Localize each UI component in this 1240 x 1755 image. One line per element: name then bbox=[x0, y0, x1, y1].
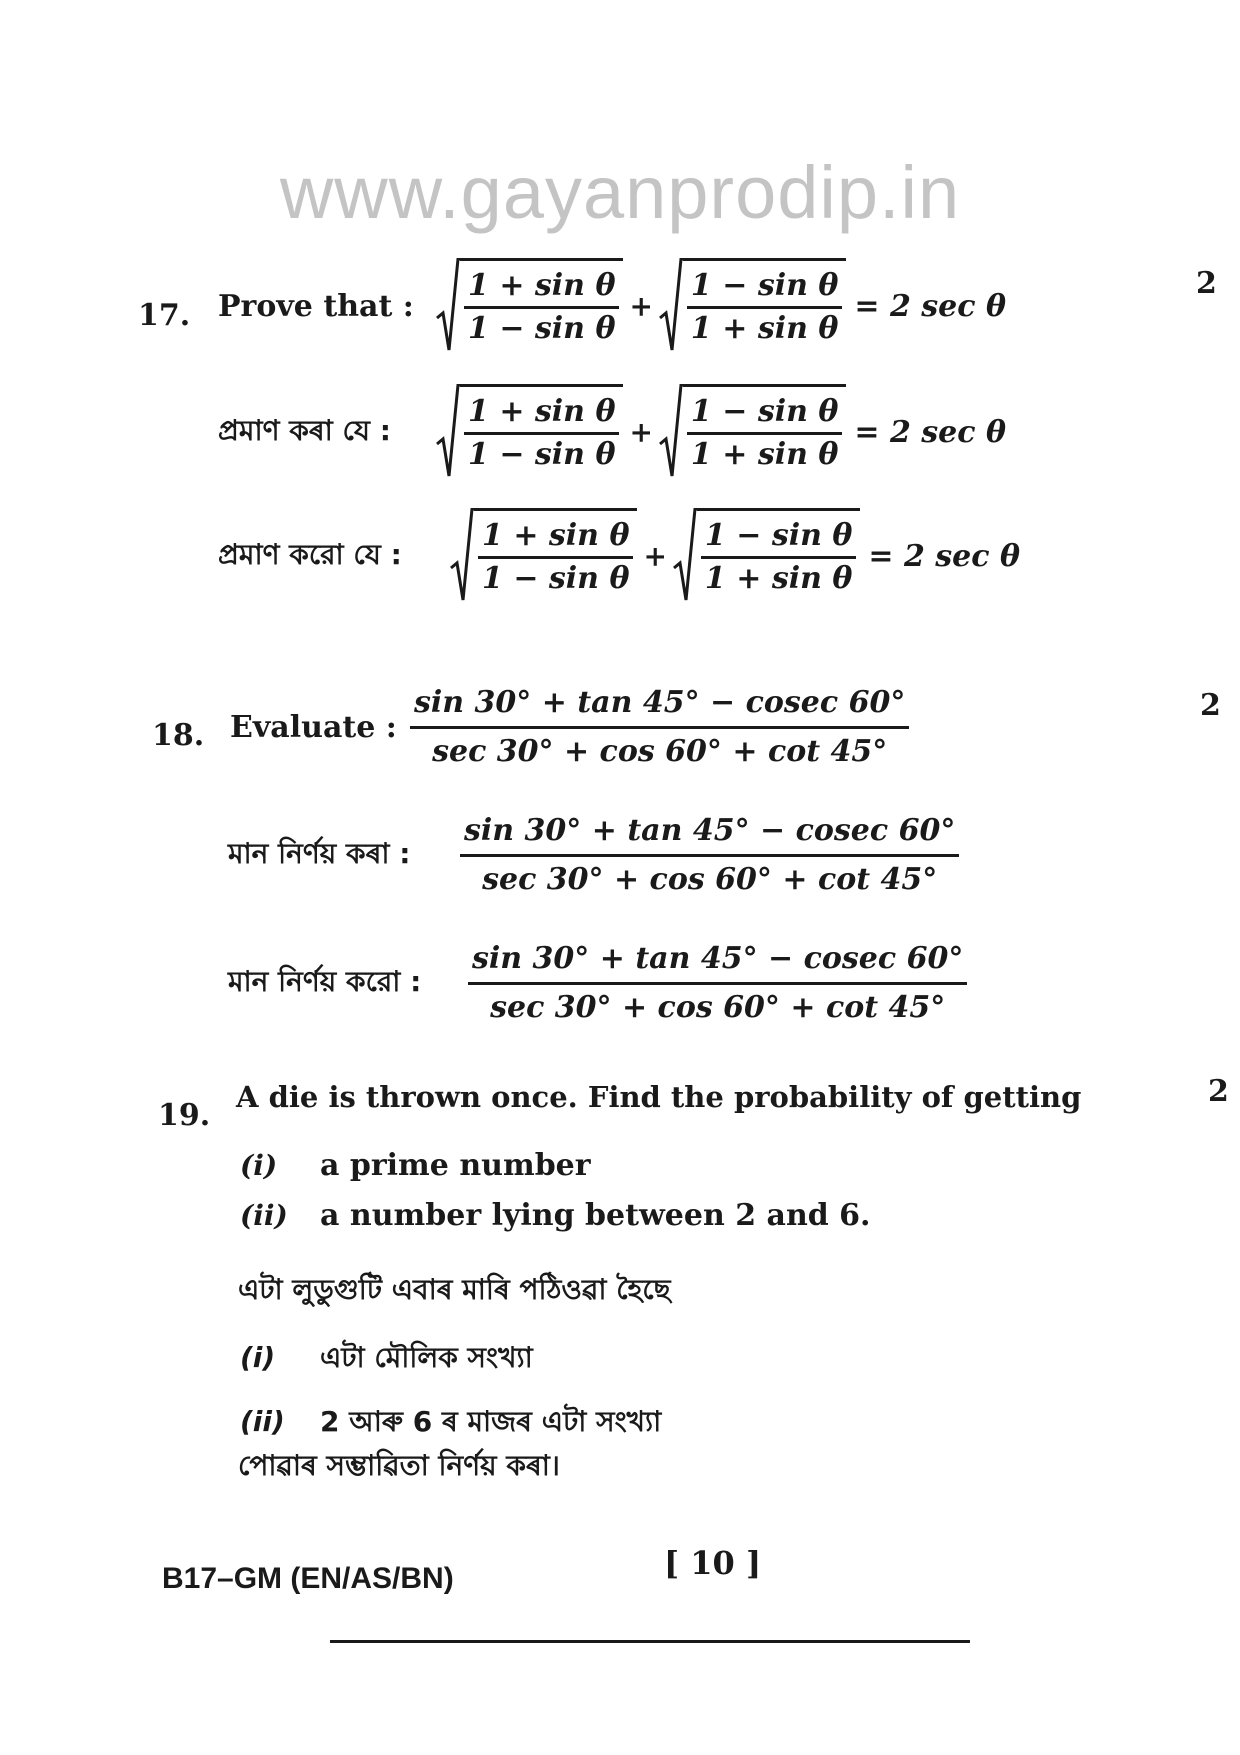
frac1-denominator: 1 − sin θ bbox=[468, 437, 616, 472]
frac1-denominator: 1 − sin θ bbox=[468, 311, 616, 346]
q19-item-en bbox=[240, 1198, 871, 1233]
sqrt-1 bbox=[450, 508, 637, 604]
q18-label-bn: মান নির্ণয় করো : bbox=[228, 965, 422, 998]
q18-label-as: মান নিৰ্ণয় কৰা : bbox=[228, 837, 411, 870]
sqrt-1 bbox=[436, 258, 623, 354]
sqrt-2 bbox=[673, 508, 860, 604]
item-label: (ii) bbox=[240, 1199, 288, 1232]
item-text: এটা মৌলিক সংখ্যা bbox=[320, 1341, 533, 1374]
q19-item-as bbox=[240, 1400, 661, 1447]
item-label: (i) bbox=[240, 1341, 276, 1374]
q17-line-bn bbox=[218, 508, 1020, 604]
plus-sign: + bbox=[629, 415, 653, 449]
q17-rhs: = 2 sec θ bbox=[854, 288, 1006, 324]
q17-rhs: = 2 sec θ bbox=[854, 414, 1006, 450]
q18-fraction bbox=[410, 680, 909, 775]
item-text: a prime number bbox=[320, 1148, 591, 1183]
item-text: 2 আৰু 6 ৰ মাজৰ এটা সংখ্যা bbox=[320, 1405, 662, 1438]
q18-line-as bbox=[228, 808, 959, 903]
question-18-number: 18. bbox=[152, 718, 205, 753]
radical-sign bbox=[659, 258, 683, 354]
radical-sign bbox=[436, 258, 460, 354]
question-19-number: 19. bbox=[158, 1098, 211, 1133]
q18-denominator: sec 30° + cos 60° + cot 45° bbox=[490, 990, 946, 1025]
radical-sign bbox=[436, 384, 460, 480]
item-text: a number lying between 2 and 6. bbox=[320, 1198, 871, 1233]
q18-fraction bbox=[460, 808, 959, 903]
footer-rule bbox=[330, 1640, 970, 1643]
radical-sign bbox=[450, 508, 474, 604]
q18-numerator: sin 30° + tan 45° − cosec 60° bbox=[464, 813, 956, 848]
q19-item-en bbox=[240, 1148, 591, 1183]
frac1-denominator: 1 − sin θ bbox=[482, 561, 630, 596]
radical-sign bbox=[673, 508, 697, 604]
q17-line-as bbox=[218, 384, 1006, 480]
frac2-numerator: 1 − sin θ bbox=[704, 518, 853, 553]
paper-code: B17–GM (EN/AS/BN) bbox=[162, 1562, 454, 1595]
q18-label-en: Evaluate : bbox=[230, 710, 397, 745]
q19-stem-en: A die is thrown once. Find the probability of getting bbox=[236, 1080, 1082, 1114]
page-number: [ 10 ] bbox=[664, 1544, 762, 1582]
question-18-marks: 2 bbox=[1200, 688, 1221, 723]
frac1-numerator: 1 + sin θ bbox=[482, 518, 630, 553]
q17-label-en: Prove that : bbox=[218, 288, 414, 324]
q17-rhs: = 2 sec θ bbox=[868, 538, 1020, 574]
q18-denominator: sec 30° + cos 60° + cot 45° bbox=[482, 862, 938, 897]
sqrt-2 bbox=[659, 258, 846, 354]
q18-numerator: sin 30° + tan 45° − cosec 60° bbox=[414, 685, 906, 720]
q18-fraction bbox=[468, 936, 967, 1031]
q17-label-bn: প্রমাণ করো যে : bbox=[218, 537, 402, 571]
item-label: (ii) bbox=[240, 1405, 285, 1438]
frac2-denominator: 1 + sin θ bbox=[690, 437, 839, 472]
frac2-denominator: 1 + sin θ bbox=[704, 561, 853, 596]
question-19-marks: 2 bbox=[1208, 1074, 1229, 1109]
plus-sign: + bbox=[629, 289, 653, 323]
item-label: (i) bbox=[240, 1149, 278, 1182]
q19-stem-as: এটা লুডুগুটি এবাৰ মাৰি পঠিওৱা হৈছে bbox=[238, 1273, 671, 1306]
frac2-numerator: 1 − sin θ bbox=[690, 268, 839, 303]
plus-sign: + bbox=[643, 539, 667, 573]
q19-end-as: পোৱাৰ সম্ভাৱিতা নিৰ্ণয় কৰা। bbox=[238, 1449, 560, 1482]
frac1-numerator: 1 + sin θ bbox=[468, 268, 616, 303]
sqrt-1 bbox=[436, 384, 623, 480]
watermark: www.gayanprodip.in bbox=[279, 151, 961, 234]
radical-sign bbox=[659, 384, 683, 480]
sqrt-2 bbox=[659, 384, 846, 480]
frac2-denominator: 1 + sin θ bbox=[690, 311, 839, 346]
question-17-number: 17. bbox=[138, 298, 191, 333]
q18-numerator: sin 30° + tan 45° − cosec 60° bbox=[472, 941, 964, 976]
q18-denominator: sec 30° + cos 60° + cot 45° bbox=[432, 734, 888, 769]
frac1-numerator: 1 + sin θ bbox=[468, 394, 616, 429]
q18-line-bn bbox=[228, 936, 967, 1031]
q17-line-en bbox=[218, 258, 1006, 354]
q18-line-en bbox=[230, 680, 909, 775]
question-17-marks: 2 bbox=[1196, 266, 1217, 301]
q19-item-as bbox=[240, 1336, 533, 1383]
q17-label-as: প্ৰমাণ কৰা যে : bbox=[218, 413, 391, 447]
frac2-numerator: 1 − sin θ bbox=[690, 394, 839, 429]
